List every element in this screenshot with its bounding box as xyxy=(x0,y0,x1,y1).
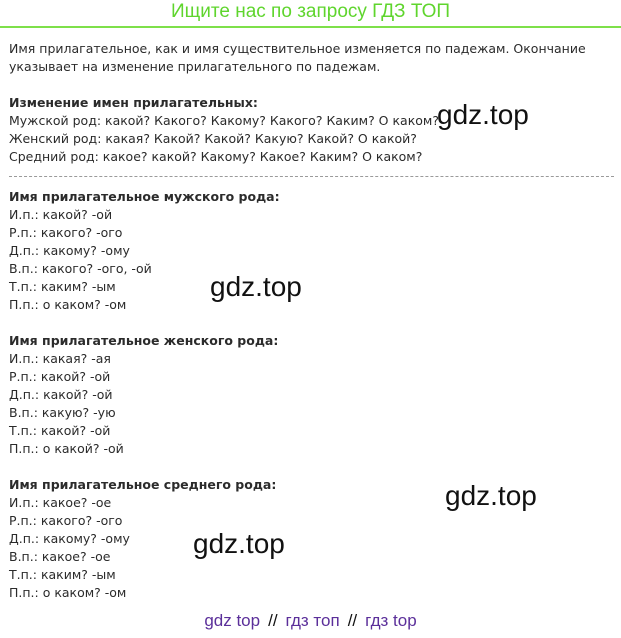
banner-text: Ищите нас по запросу ГДЗ ТОП xyxy=(170,1,451,22)
case-line: И.п.: какое? -ое xyxy=(9,495,112,510)
search-banner xyxy=(0,0,621,28)
change-line: Мужской род: какой? Какого? Какому? Какого? Каким? О каком? xyxy=(9,113,439,128)
footer-separator: // xyxy=(268,611,278,630)
dashed-divider xyxy=(9,176,614,177)
case-line: Т.п.: каким? -ым xyxy=(9,279,116,294)
case-line: Д.п.: какому? -ому xyxy=(9,531,130,546)
case-line: И.п.: какой? -ой xyxy=(9,207,113,222)
footer-links xyxy=(0,611,621,631)
case-line: П.п.: о какой? -ой xyxy=(9,441,124,456)
change-title: Изменение имен прилагательных: xyxy=(9,95,258,110)
section-gap xyxy=(9,458,614,476)
case-line: Д.п.: какой? -ой xyxy=(9,387,113,402)
intro-paragraph: Имя прилагательное, как и имя существительное изменяется по падежам. Окончание указывает на изменение прилагательного по падежам. xyxy=(9,41,586,74)
footer-link[interactable]: gdz top xyxy=(204,611,261,630)
case-line: Т.п.: каким? -ым xyxy=(9,567,116,582)
case-line: Т.п.: какой? -ой xyxy=(9,423,111,438)
case-line: Д.п.: какому? -ому xyxy=(9,243,130,258)
watermark: gdz.top xyxy=(193,528,285,559)
case-line: В.п.: какое? -ое xyxy=(9,549,111,564)
section-gap xyxy=(9,314,614,332)
footer-separator: // xyxy=(347,611,358,630)
case-line: В.п.: какого? -ого, -ой xyxy=(9,261,152,276)
watermark: gdz.top xyxy=(210,271,302,302)
case-line: П.п.: о каком? -ом xyxy=(9,297,127,312)
footer-link[interactable]: гдз топ xyxy=(285,611,340,630)
case-line: Р.п.: какого? -ого xyxy=(9,513,123,528)
case-line: И.п.: какая? -ая xyxy=(9,351,111,366)
watermark: gdz.top xyxy=(437,99,529,130)
change-line: Средний род: какое? какой? Какому? Какое? Каким? О каком? xyxy=(9,149,423,164)
case-line: Р.п.: какой? -ой xyxy=(9,369,111,384)
case-line: П.п.: о каком? -ом xyxy=(9,585,127,600)
masculine-title: Имя прилагательное мужского рода: xyxy=(9,189,280,204)
footer-link[interactable]: гдз top xyxy=(365,611,417,630)
feminine-title: Имя прилагательное женского рода: xyxy=(9,333,279,348)
case-line: В.п.: какую? -ую xyxy=(9,405,116,420)
masculine-section xyxy=(9,188,614,314)
case-line: Р.п.: какого? -ого xyxy=(9,225,123,240)
change-line: Женский род: какая? Какой? Какой? Какую? Какой? О какой? xyxy=(9,131,417,146)
watermark: gdz.top xyxy=(445,480,537,511)
feminine-section xyxy=(9,332,614,458)
neuter-title: Имя прилагательное среднего рода: xyxy=(9,477,277,492)
